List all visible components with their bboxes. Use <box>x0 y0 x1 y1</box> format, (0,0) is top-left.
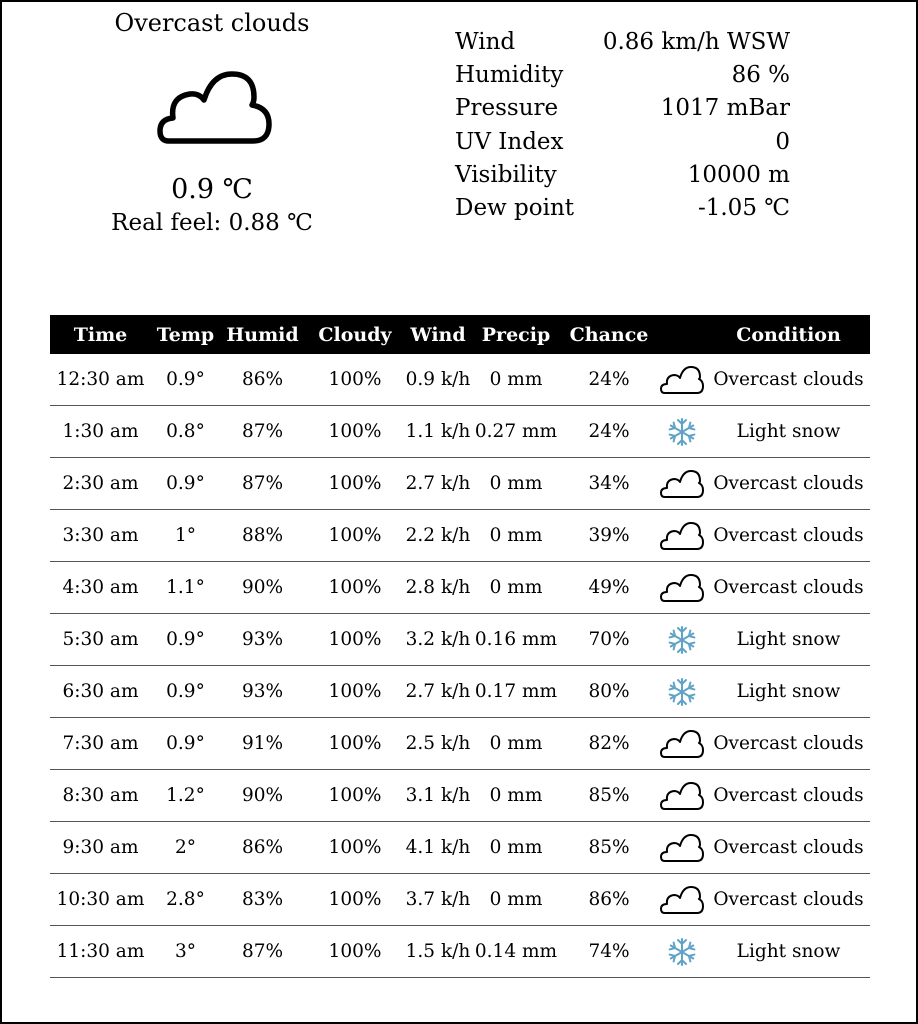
cell-chance: 49% <box>561 562 657 614</box>
table-row <box>50 614 870 666</box>
cell-chance: 86% <box>561 874 657 926</box>
table-row <box>50 562 870 614</box>
cell-humid: 83% <box>220 874 305 926</box>
cell-icon <box>657 926 707 978</box>
table-row <box>50 666 870 718</box>
column-header: Chance <box>561 315 657 354</box>
column-header: Humid <box>220 315 305 354</box>
cell-chance: 74% <box>561 926 657 978</box>
details-list <box>455 26 790 225</box>
cell-humid: 93% <box>220 614 305 666</box>
cloud-icon <box>657 519 707 553</box>
cell-temp: 0.9° <box>151 718 220 770</box>
table-row <box>50 406 870 458</box>
cell-cloudy: 100% <box>305 874 405 926</box>
detail-value: 1017 mBar <box>660 95 790 122</box>
cell-temp: 0.8° <box>151 406 220 458</box>
cell-time: 11:30 am <box>50 926 151 978</box>
cell-condition: Light snow <box>707 614 870 666</box>
cell-icon <box>657 458 707 510</box>
cell-condition: Overcast clouds <box>707 354 870 406</box>
cell-condition: Overcast clouds <box>707 562 870 614</box>
cell-time: 7:30 am <box>50 718 151 770</box>
cell-icon <box>657 354 707 406</box>
cell-chance: 85% <box>561 770 657 822</box>
current-condition-title: Overcast clouds <box>114 9 310 37</box>
cell-wind: 1.1 k/h <box>405 406 471 458</box>
cell-chance: 82% <box>561 718 657 770</box>
cloud-icon <box>657 831 707 865</box>
cell-temp: 1° <box>151 510 220 562</box>
table-row <box>50 822 870 874</box>
snowflake-icon <box>657 416 707 448</box>
detail-row-uv-index <box>455 126 790 159</box>
cell-cloudy: 100% <box>305 562 405 614</box>
cell-cloudy: 100% <box>305 354 405 406</box>
detail-row-dew-point <box>455 192 790 225</box>
column-header: Condition <box>707 315 870 354</box>
cell-chance: 24% <box>561 406 657 458</box>
cell-precip: 0.14 mm <box>471 926 561 978</box>
cell-cloudy: 100% <box>305 926 405 978</box>
cloud-icon <box>657 363 707 397</box>
cell-temp: 3° <box>151 926 220 978</box>
cell-chance: 85% <box>561 822 657 874</box>
table-row <box>50 926 870 978</box>
cell-condition: Overcast clouds <box>707 822 870 874</box>
detail-value: 0 <box>775 128 790 155</box>
cloud-icon <box>657 779 707 813</box>
column-header: Precip <box>471 315 561 354</box>
snowflake-icon <box>657 676 707 708</box>
cell-precip: 0 mm <box>471 458 561 510</box>
cloud-icon <box>657 467 707 501</box>
cell-cloudy: 100% <box>305 718 405 770</box>
cell-precip: 0.16 mm <box>471 614 561 666</box>
cell-humid: 86% <box>220 822 305 874</box>
table-row <box>50 354 870 406</box>
cell-icon <box>657 614 707 666</box>
cell-wind: 4.1 k/h <box>405 822 471 874</box>
cell-icon <box>657 666 707 718</box>
cell-time: 12:30 am <box>50 354 151 406</box>
cell-time: 2:30 am <box>50 458 151 510</box>
cloud-icon <box>657 571 707 605</box>
column-header: Time <box>50 315 151 354</box>
cell-wind: 2.7 k/h <box>405 458 471 510</box>
cell-condition: Overcast clouds <box>707 510 870 562</box>
current-conditions <box>2 2 918 302</box>
cell-wind: 3.1 k/h <box>405 770 471 822</box>
cell-wind: 0.9 k/h <box>405 354 471 406</box>
detail-label: Pressure <box>455 95 559 122</box>
cell-icon <box>657 874 707 926</box>
cell-humid: 91% <box>220 718 305 770</box>
column-header <box>657 315 707 354</box>
cell-time: 10:30 am <box>50 874 151 926</box>
cell-icon <box>657 718 707 770</box>
cell-chance: 80% <box>561 666 657 718</box>
cell-precip: 0.17 mm <box>471 666 561 718</box>
cell-cloudy: 100% <box>305 458 405 510</box>
table-row <box>50 874 870 926</box>
cell-chance: 39% <box>561 510 657 562</box>
cell-precip: 0 mm <box>471 354 561 406</box>
table-row <box>50 770 870 822</box>
cell-humid: 93% <box>220 666 305 718</box>
cell-cloudy: 100% <box>305 770 405 822</box>
cell-condition: Overcast clouds <box>707 458 870 510</box>
detail-row-wind <box>455 26 790 59</box>
cell-time: 4:30 am <box>50 562 151 614</box>
cell-temp: 0.9° <box>151 614 220 666</box>
cell-humid: 87% <box>220 926 305 978</box>
cell-condition: Overcast clouds <box>707 770 870 822</box>
detail-value: 10000 m <box>687 161 790 188</box>
cell-humid: 87% <box>220 406 305 458</box>
current-temperature: 0.9 ℃ <box>171 174 253 205</box>
detail-value: 0.86 km/h WSW <box>602 29 790 55</box>
cell-time: 1:30 am <box>50 406 151 458</box>
cell-chance: 34% <box>561 458 657 510</box>
cell-precip: 0 mm <box>471 562 561 614</box>
column-header: Cloudy <box>305 315 405 354</box>
cell-precip: 0 mm <box>471 770 561 822</box>
cell-precip: 0.27 mm <box>471 406 561 458</box>
cell-wind: 2.2 k/h <box>405 510 471 562</box>
cell-wind: 2.8 k/h <box>405 562 471 614</box>
cell-time: 3:30 am <box>50 510 151 562</box>
real-feel: Real feel: 0.88 ℃ <box>111 210 313 236</box>
cell-humid: 88% <box>220 510 305 562</box>
detail-label: Wind <box>455 29 516 55</box>
table-row <box>50 458 870 510</box>
cell-cloudy: 100% <box>305 406 405 458</box>
cell-time: 9:30 am <box>50 822 151 874</box>
detail-label: Visibility <box>455 161 557 188</box>
detail-value: -1.05 ℃ <box>697 194 790 221</box>
table-header-row <box>50 315 870 354</box>
cell-cloudy: 100% <box>305 614 405 666</box>
cell-temp: 0.9° <box>151 354 220 406</box>
table-row <box>50 510 870 562</box>
cell-condition: Overcast clouds <box>707 718 870 770</box>
detail-value: 86 % <box>731 62 790 89</box>
cloud-icon <box>657 883 707 917</box>
cell-temp: 1.1° <box>151 562 220 614</box>
detail-row-humidity <box>455 59 790 92</box>
cell-humid: 86% <box>220 354 305 406</box>
cell-wind: 1.5 k/h <box>405 926 471 978</box>
hourly-forecast-table <box>50 315 870 978</box>
cell-time: 8:30 am <box>50 770 151 822</box>
cell-precip: 0 mm <box>471 510 561 562</box>
cell-precip: 0 mm <box>471 718 561 770</box>
cell-icon <box>657 770 707 822</box>
cell-temp: 2.8° <box>151 874 220 926</box>
cell-condition: Light snow <box>707 666 870 718</box>
snowflake-icon <box>657 936 707 968</box>
cell-temp: 0.9° <box>151 666 220 718</box>
detail-label: Dew point <box>455 194 575 221</box>
cell-cloudy: 100% <box>305 822 405 874</box>
cell-condition: Light snow <box>707 406 870 458</box>
cloud-icon <box>657 727 707 761</box>
cloud-icon <box>157 70 273 148</box>
cell-temp: 0.9° <box>151 458 220 510</box>
cell-condition: Light snow <box>707 926 870 978</box>
cell-precip: 0 mm <box>471 874 561 926</box>
detail-row-pressure <box>455 92 790 125</box>
cell-icon <box>657 822 707 874</box>
cell-chance: 70% <box>561 614 657 666</box>
table-row <box>50 718 870 770</box>
cell-humid: 90% <box>220 562 305 614</box>
column-header: Temp <box>151 315 220 354</box>
cell-temp: 1.2° <box>151 770 220 822</box>
cell-wind: 3.7 k/h <box>405 874 471 926</box>
cell-temp: 2° <box>151 822 220 874</box>
cell-humid: 90% <box>220 770 305 822</box>
cell-wind: 2.5 k/h <box>405 718 471 770</box>
cell-chance: 24% <box>561 354 657 406</box>
cell-time: 5:30 am <box>50 614 151 666</box>
cell-icon <box>657 406 707 458</box>
cell-humid: 87% <box>220 458 305 510</box>
detail-row-visibility <box>455 159 790 192</box>
cell-cloudy: 100% <box>305 666 405 718</box>
cell-icon <box>657 510 707 562</box>
cell-icon <box>657 562 707 614</box>
detail-label: Humidity <box>455 62 564 89</box>
cell-condition: Overcast clouds <box>707 874 870 926</box>
column-header: Wind <box>405 315 471 354</box>
cell-time: 6:30 am <box>50 666 151 718</box>
cell-cloudy: 100% <box>305 510 405 562</box>
snowflake-icon <box>657 624 707 656</box>
detail-label: UV Index <box>455 128 564 155</box>
cell-wind: 3.2 k/h <box>405 614 471 666</box>
cell-wind: 2.7 k/h <box>405 666 471 718</box>
cell-precip: 0 mm <box>471 822 561 874</box>
